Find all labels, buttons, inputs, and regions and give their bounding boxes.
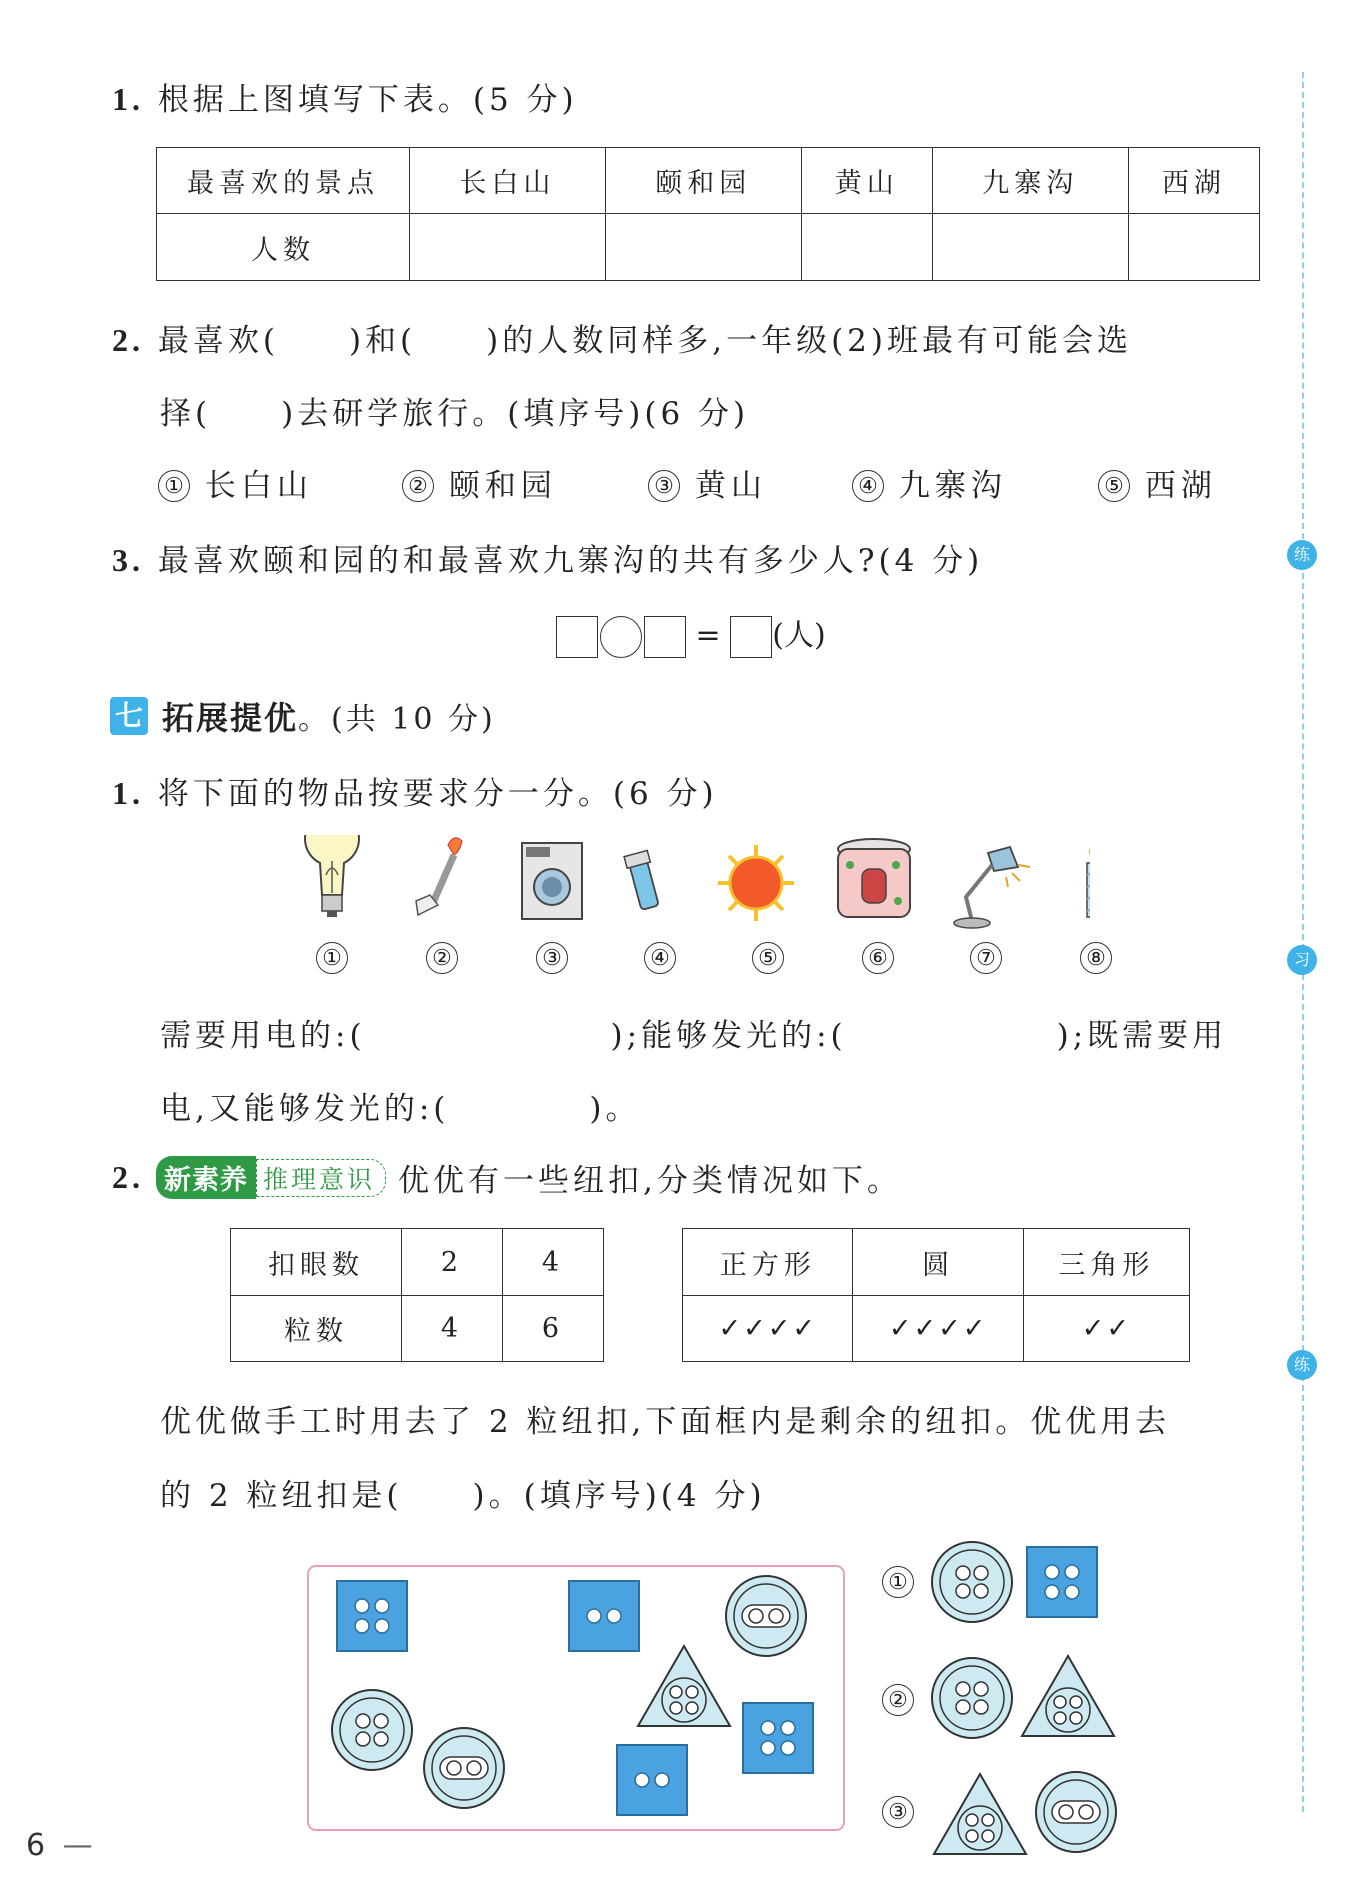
option-4: ④ 九寨沟	[852, 460, 1007, 505]
torch-icon	[416, 838, 462, 915]
option-3: ③ 黄山	[648, 460, 767, 505]
square-button-2-holes	[617, 1745, 687, 1815]
page-footer	[26, 1828, 93, 1863]
round-button-2-holes	[726, 1576, 806, 1656]
question-text: 将下面的物品按要求分一分。(6 分)	[157, 776, 718, 812]
item-mark: ②	[426, 942, 458, 974]
flashlight-icon	[624, 850, 659, 910]
round-button-4-holes	[932, 1542, 1012, 1622]
answer-cell[interactable]	[801, 214, 932, 281]
square-button-4-holes	[743, 1703, 813, 1773]
question-text: 最喜欢( )和( )的人数同样多,一年级(2)班最有可能会选	[157, 323, 1132, 359]
round-button-4-holes	[932, 1658, 1012, 1738]
tally-cell: ✓✓	[1023, 1296, 1189, 1362]
table-cell: 4	[503, 1229, 604, 1296]
margin-tag: 练	[1287, 540, 1317, 570]
operator-circle[interactable]	[600, 616, 642, 658]
round-button-2-holes	[424, 1728, 504, 1808]
favorite-spot-table	[156, 147, 1260, 281]
unit-label: (人)	[772, 618, 826, 653]
square-button-2-holes	[569, 1581, 639, 1651]
table-header-cell: 长白山	[410, 148, 606, 214]
answer-choices-illustration	[920, 1530, 1140, 1880]
question-number: 1.	[112, 81, 144, 117]
remaining-buttons-box	[306, 1564, 846, 1832]
washing-machine-icon	[522, 843, 582, 919]
p7-question-1	[112, 768, 718, 813]
question-number: 2.	[112, 322, 144, 358]
section-badge: 七	[110, 697, 148, 735]
question-2-line2: 择( )去研学旅行。(填序号)(6 分)	[160, 396, 750, 432]
table-cell: 4	[402, 1296, 503, 1362]
item-mark: ④	[644, 942, 676, 974]
section-7-heading	[110, 693, 496, 739]
table-cell: 正方形	[683, 1229, 853, 1296]
table-cell: 圆	[853, 1229, 1023, 1296]
page-number: 6	[26, 1828, 46, 1863]
question-2	[112, 315, 1132, 360]
section-score: 。(共 10 分)	[298, 702, 496, 737]
answer-cell[interactable]	[932, 214, 1128, 281]
option-2: ② 颐和园	[402, 460, 557, 505]
answer-box[interactable]	[644, 616, 686, 658]
table-header-cell: 九寨沟	[932, 148, 1128, 214]
answer-box[interactable]	[556, 616, 598, 658]
round-button-2-holes	[1036, 1772, 1116, 1852]
table-header-cell: 最喜欢的景点	[157, 148, 410, 214]
reasoning-tag: 推理意识	[256, 1159, 386, 1197]
question-number: 2.	[112, 1159, 144, 1195]
tally-cell: ✓✓✓✓	[683, 1296, 853, 1362]
item-mark: ⑦	[970, 942, 1002, 974]
sun-icon	[718, 845, 794, 921]
item-mark: ⑤	[752, 942, 784, 974]
square-button-4-holes	[337, 1581, 407, 1651]
table-cell: 粒数	[231, 1296, 402, 1362]
q2-line-1: 优优做手工时用去了 2 粒纽扣,下面框内是剩余的纽扣。优优用去	[160, 1404, 1171, 1440]
table-row-label: 人数	[157, 214, 410, 281]
round-button-4-holes	[332, 1690, 412, 1770]
rice-cooker-icon	[838, 839, 910, 917]
triangle-button-4-holes	[934, 1774, 1026, 1854]
triangle-button-4-holes	[1022, 1656, 1114, 1736]
table-header-cell: 颐和园	[605, 148, 801, 214]
table-cell: 2	[402, 1229, 503, 1296]
question-number: 3.	[112, 542, 144, 578]
equation	[556, 610, 826, 658]
candle-icon	[1087, 841, 1090, 917]
table-cell: 三角形	[1023, 1229, 1189, 1296]
choice-1-mark[interactable]: ①	[882, 1566, 914, 1599]
margin-tag: 习	[1287, 945, 1317, 975]
q2-line-2: 的 2 粒纽扣是( )。(填序号)(4 分)	[160, 1478, 766, 1514]
footer-dash: —	[62, 1828, 93, 1863]
desk-lamp-icon	[954, 847, 1030, 928]
answer-cell[interactable]	[410, 214, 606, 281]
equals-sign: =	[695, 618, 721, 653]
item-mark: ⑧	[1080, 942, 1112, 974]
item-mark: ③	[536, 942, 568, 974]
table-cell: 6	[503, 1296, 604, 1362]
button-shape-table	[682, 1228, 1190, 1362]
section-title: 拓展提优	[162, 699, 299, 737]
table-header-cell: 西湖	[1128, 148, 1259, 214]
answer-cell[interactable]	[605, 214, 801, 281]
question-text: 最喜欢颐和园的和最喜欢九寨沟的共有多少人?(4 分)	[157, 543, 984, 579]
answer-cell[interactable]	[1128, 214, 1259, 281]
question-3	[112, 535, 983, 580]
tally-cell: ✓✓✓✓	[853, 1296, 1023, 1362]
choice-3-mark[interactable]: ③	[882, 1796, 914, 1829]
margin-cut-line	[1302, 72, 1304, 1812]
table-cell: 扣眼数	[231, 1229, 402, 1296]
question-text: 根据上图填写下表。(5 分)	[157, 82, 578, 118]
classify-line-2: 电,又能够发光的:( )。	[160, 1091, 641, 1127]
question-1	[112, 74, 578, 119]
light-bulb-icon	[305, 835, 359, 917]
p7-question-2	[112, 1155, 902, 1200]
option-1: ① 长白山	[158, 460, 313, 505]
question-number: 1.	[112, 775, 144, 811]
question-text: 优优有一些纽扣,分类情况如下。	[398, 1163, 902, 1199]
choice-2-mark[interactable]: ②	[882, 1684, 914, 1717]
item-mark: ①	[316, 942, 348, 974]
square-button-4-holes	[1027, 1547, 1097, 1617]
item-mark: ⑥	[862, 942, 894, 974]
table-header-cell: 黄山	[801, 148, 932, 214]
margin-tag: 练	[1287, 1350, 1317, 1380]
button-holes-table	[230, 1228, 604, 1362]
option-5: ⑤ 西湖	[1098, 460, 1217, 505]
new-literacy-tag: 新素养	[156, 1156, 256, 1199]
answer-box[interactable]	[730, 616, 772, 658]
classify-line-1: 需要用电的:( );能够发光的:( );既需要用	[160, 1018, 1228, 1054]
items-illustration	[290, 835, 1090, 940]
